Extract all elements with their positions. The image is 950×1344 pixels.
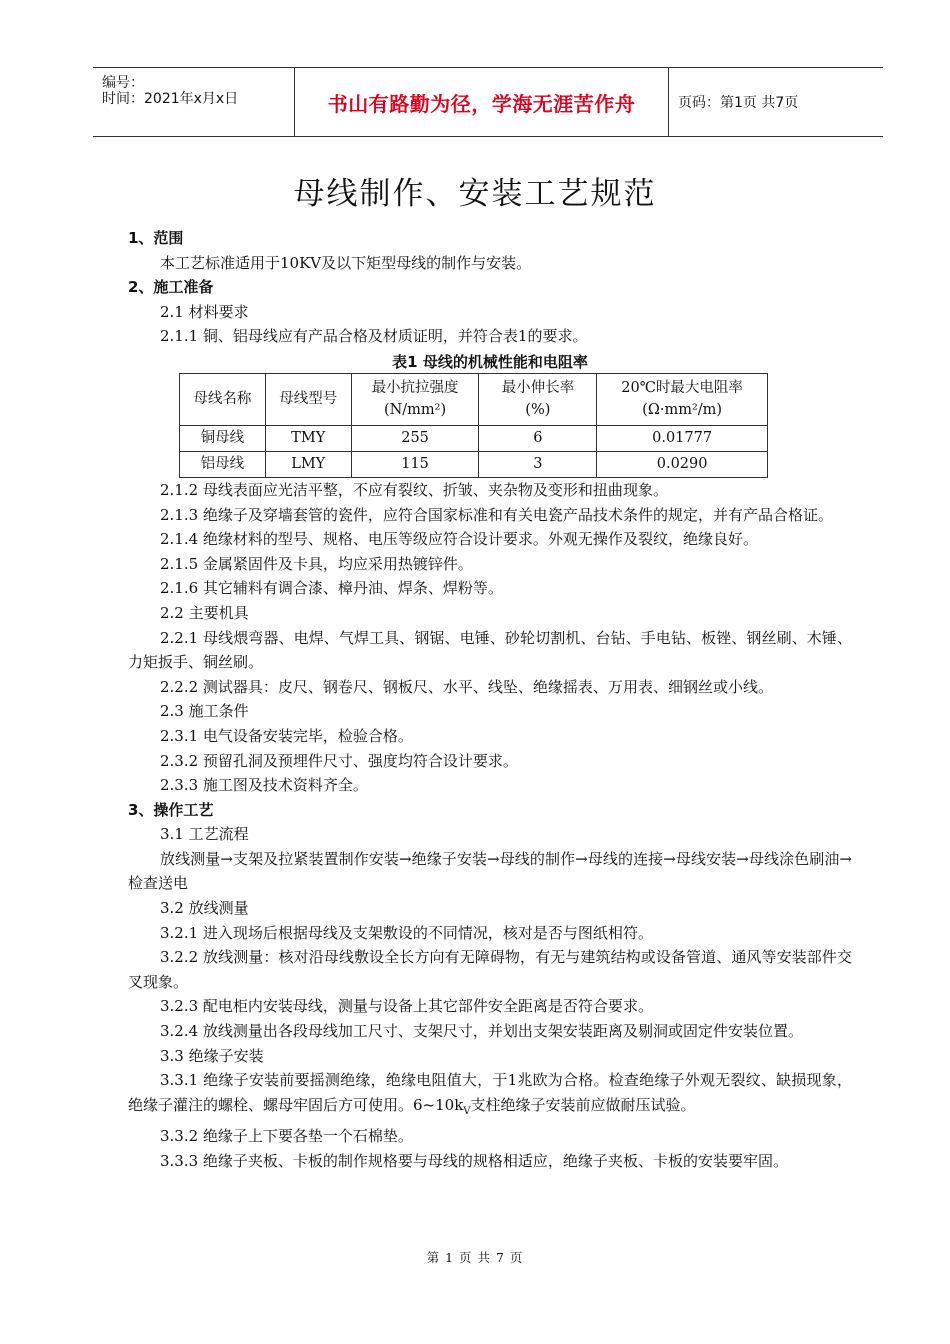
header-page-cell bbox=[668, 68, 883, 136]
paragraph bbox=[128, 1068, 852, 1124]
page-footer: 第 1 页 共 7 页 bbox=[426, 1250, 524, 1265]
table-cell: LMY bbox=[265, 451, 351, 477]
table-header-cell bbox=[479, 373, 597, 425]
table-cell: 0.01777 bbox=[597, 425, 768, 451]
paragraph: 2.1.6 其它辅料有调合漆、樟丹油、焊条、焊粉等。 bbox=[160, 579, 503, 598]
paragraph: 2.1.1 铜、铝母线应有产品合格及材质证明，并符合表1的要求。 bbox=[160, 327, 588, 346]
table-cell: 3 bbox=[479, 451, 597, 477]
table-header-cell bbox=[351, 373, 479, 425]
header-text: 最小伸长率 bbox=[501, 380, 575, 397]
header-text: 20℃时最大电阻率 bbox=[621, 380, 743, 397]
table-cell: 115 bbox=[351, 451, 479, 477]
paragraph-text: 支柱绝缘子安装前应做耐压试验。 bbox=[470, 1095, 696, 1114]
process-flow: 放线测量→支架及拉紧装置制作安装→绝缘子安装→母线的制作→母线的连接→母线安装→母线涂色刷油→检查送电 bbox=[128, 849, 852, 893]
paragraph: 3.2.3 配电柜内安装母线，测量与设备上其它部件安全距离是否符合要求。 bbox=[160, 997, 653, 1016]
spec-table bbox=[179, 373, 768, 478]
header-unit: (%) bbox=[525, 402, 551, 419]
table-cell: 6 bbox=[479, 425, 597, 451]
table-row bbox=[180, 451, 768, 477]
subheading: 3.2 放线测量 bbox=[160, 899, 249, 918]
time-label: 时间：2021年x月x日 bbox=[102, 91, 239, 107]
table-header-cell: 母线名称 bbox=[180, 373, 266, 425]
document-title: 母线制作、安装工艺规范 bbox=[293, 176, 657, 212]
header-text: 最小抗拉强度 bbox=[371, 380, 459, 397]
section-heading: 1、范围 bbox=[128, 229, 184, 247]
table-header-cell bbox=[597, 373, 768, 425]
paragraph: 2.3.2 预留孔洞及预埋件尺寸、强度均符合设计要求。 bbox=[160, 751, 518, 770]
table-row bbox=[180, 425, 768, 451]
section-heading: 2、施工准备 bbox=[128, 278, 214, 297]
table-header-cell: 母线型号 bbox=[265, 373, 351, 425]
subheading: 2.2 主要机具 bbox=[160, 603, 249, 622]
table-cell: TMY bbox=[265, 425, 351, 451]
paragraph: 2.1.4 绝缘材料的型号、规格、电压等级应符合设计要求。外观无操作及裂纹，绝缘良好。 bbox=[160, 530, 758, 549]
subheading: 2.3 施工条件 bbox=[160, 702, 249, 721]
paragraph: 3.2.2 放线测量：核对沿母线敷设全长方向有无障碍物，有无与建筑结构或设备管道、通风等安装部件交叉现象。 bbox=[128, 948, 852, 991]
subheading: 3.3 绝缘子安装 bbox=[160, 1046, 264, 1065]
paragraph: 2.1.2 母线表面应光洁平整，不应有裂纹、折皱、夹杂物及变形和扭曲现象。 bbox=[160, 480, 668, 499]
header-unit: (N/mm²) bbox=[383, 402, 447, 419]
document-body bbox=[128, 226, 852, 1174]
table-caption: 表1 母线的机械性能和电阻率 bbox=[392, 352, 588, 371]
subheading: 2.1 材料要求 bbox=[160, 302, 249, 321]
table-cell: 铝母线 bbox=[180, 451, 266, 477]
subscript: V bbox=[463, 1105, 471, 1117]
paragraph: 2.1.3 绝缘子及穿墙套管的瓷件，应符合国家标准和有关电瓷产品技术条件的规定，并有产品合格证。 bbox=[160, 505, 833, 524]
table-cell: 铜母线 bbox=[180, 425, 266, 451]
header-meta-cell bbox=[93, 68, 294, 136]
section-heading: 3、操作工艺 bbox=[128, 800, 214, 819]
page-info: 页码：第1页 共7页 bbox=[678, 95, 799, 111]
paragraph: 2.1.5 金属紧固件及卡具，均应采用热镀锌件。 bbox=[160, 554, 473, 573]
motto-text: 书山有路勤为径，学海无涯苦作舟 bbox=[327, 91, 636, 116]
table-header-row bbox=[180, 373, 768, 425]
paragraph: 3.3.2 绝缘子上下要各垫一个石棉垫。 bbox=[160, 1127, 413, 1146]
paragraph: 本工艺标准适用于10KV及以下矩型母线的制作与安装。 bbox=[160, 253, 532, 272]
paragraph: 2.2.2 测试器具：皮尺、钢卷尺、钢板尺、水平、线坠、绝缘摇表、万用表、细钢丝或小线。 bbox=[160, 677, 773, 696]
header-table bbox=[93, 67, 883, 137]
paragraph: 3.3.3 绝缘子夹板、卡板的制作规格要与母线的规格相适应，绝缘子夹板、卡板的安装要牢固。 bbox=[160, 1152, 788, 1170]
number-label: 编号： bbox=[102, 75, 144, 91]
paragraph: 2.3.3 施工图及技术资料齐全。 bbox=[160, 776, 368, 795]
subheading: 3.1 工艺流程 bbox=[160, 825, 249, 844]
paragraph-text: 3.3.1 绝缘子安装前要摇测绝缘，绝缘电阻值大，于1兆欧为合格。检查绝缘子外观无裂纹、缺损现象，绝缘子灌注的螺栓、螺母牢固后方可使用。6~10k bbox=[128, 1071, 852, 1114]
paragraph: 2.2.1 母线煨弯器、电焊、气焊工具、钢锯、电锤、砂轮切割机、台钻、手电钻、板锉、钢丝刷、木锤、力矩扳手、铜丝刷。 bbox=[128, 628, 852, 672]
table-cell: 255 bbox=[351, 425, 479, 451]
paragraph: 3.2.1 进入现场后根据母线及支架敷设的不同情况，核对是否与图纸相符。 bbox=[160, 923, 653, 942]
header-unit: (Ω·mm²/m) bbox=[642, 402, 723, 419]
header-motto-cell bbox=[294, 68, 669, 136]
table-cell: 0.0290 bbox=[597, 451, 768, 477]
paragraph: 3.2.4 放线测量出各段母线加工尺寸、支架尺寸，并划出支架安装距离及剔洞或固定件安装位置。 bbox=[160, 1022, 803, 1041]
paragraph: 2.3.1 电气设备安装完毕，检验合格。 bbox=[160, 726, 413, 745]
